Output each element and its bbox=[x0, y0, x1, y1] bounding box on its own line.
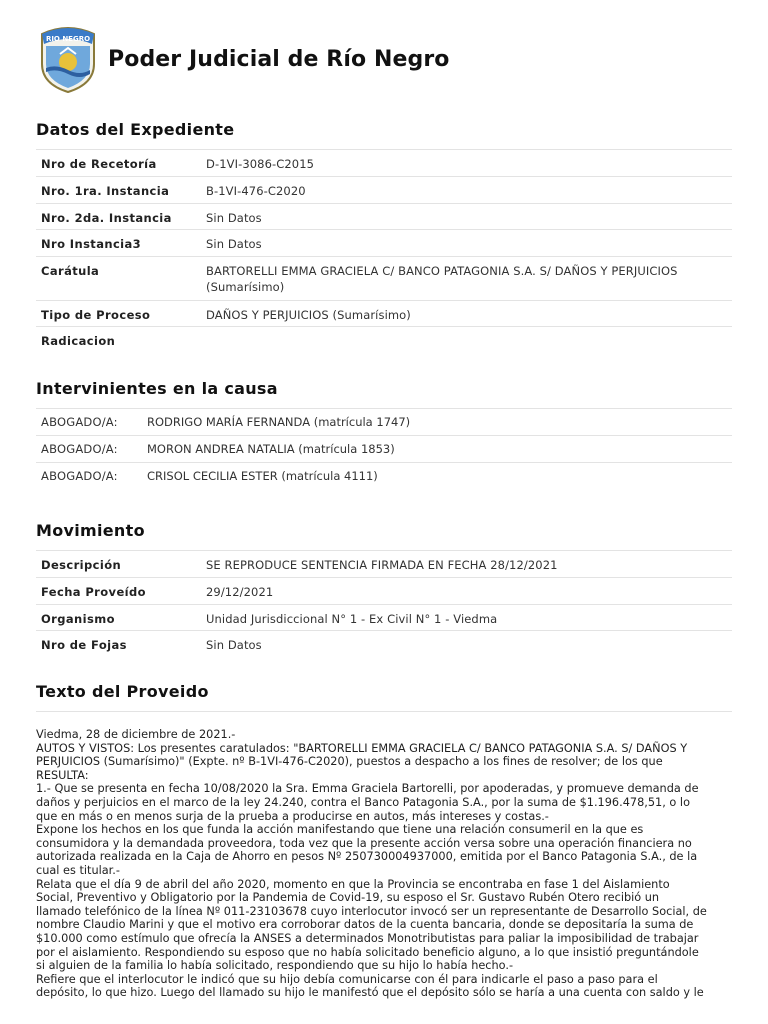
table-row bbox=[36, 256, 732, 300]
proveido-line: PERJUICIOS (Sumarísimo)" (Expte. nº B-1VI-476-C2020), puestos a despacho a los fines de resolver; de los que bbox=[36, 755, 663, 769]
movimiento-table bbox=[36, 551, 732, 657]
table-row bbox=[36, 300, 732, 327]
field-value: B-1VI-476-C2020 bbox=[201, 177, 732, 204]
field-value: 29/12/2021 bbox=[201, 578, 732, 605]
interviniente-role: ABOGADO/A: bbox=[36, 436, 142, 463]
svg-text:RIO NEGRO: RIO NEGRO bbox=[45, 35, 91, 43]
proveido-title: Texto del Proveido bbox=[36, 682, 209, 701]
proveido-line: nombre Claudio Marini y que el motivo era corroborar datos de la cuenta bancaria, donde se depositaría la suma de bbox=[36, 918, 694, 932]
field-value: Sin Datos bbox=[201, 230, 732, 257]
proveido-line: daños y perjuicios en el marco de la ley 24.240, contra el Banco Patagonia S.A., por la suma de $1.196.478,51, o lo bbox=[36, 795, 690, 809]
field-value: Unidad Jurisdiccional N° 1 - Ex Civil N° 1 - Viedma bbox=[201, 604, 732, 631]
table-row bbox=[36, 462, 732, 489]
section-divider bbox=[36, 711, 732, 712]
field-value bbox=[201, 327, 732, 354]
intervinientes-section bbox=[36, 379, 732, 489]
movimiento-title: Movimiento bbox=[36, 521, 145, 540]
field-label: Tipo de Proceso bbox=[36, 300, 201, 327]
field-label: Carátula bbox=[36, 256, 201, 300]
table-row bbox=[36, 230, 732, 257]
interviniente-name: RODRIGO MARÍA FERNANDA (matrícula 1747) bbox=[142, 409, 732, 436]
field-label: Nro de Fojas bbox=[41, 638, 127, 652]
proveido-line: RESULTA: bbox=[36, 768, 89, 782]
proveido-line: por el aislamiento. Respondiendo su esposo que no había solicitado beneficio alguno, a lo que insistió preguntándole bbox=[36, 945, 699, 959]
field-label: Radicacion bbox=[41, 334, 116, 348]
site-title: Poder Judicial de Río Negro bbox=[108, 46, 450, 72]
table-row bbox=[36, 177, 732, 204]
proveido-line: Refiere que el interlocutor le indicó que su hijo debía comunicarse con él para indicarle el paso a paso para el bbox=[36, 972, 658, 986]
proveido-line: depósito, lo que hizo. Luego del llamado su hijo le manifestó que el depósito sólo se haría a una cuenta con saldo y le bbox=[36, 986, 704, 1000]
field-value: Sin Datos bbox=[206, 638, 262, 652]
expediente-table bbox=[36, 150, 732, 353]
intervinientes-table bbox=[36, 409, 732, 489]
field-label: Organismo bbox=[36, 604, 201, 631]
field-label: Fecha Proveído bbox=[36, 578, 201, 605]
proveido-line: llamado telefónico de la línea Nº 011-23103678 cuyo interlocutor invocó ser un representante de Desarrollo Social, de bbox=[36, 904, 707, 918]
table-row bbox=[36, 203, 732, 230]
proveido-line: autorizada realizada en la Caja de Ahorro en pesos Nº 250730004937000, emitida por el Banco Patagonia S.A., de la bbox=[36, 850, 698, 864]
field-value: D-1VI-3086-C2015 bbox=[201, 150, 732, 177]
proveido-line: que en más o en menos surja de la prueba a producirse en autos, más intereses y costas.- bbox=[36, 809, 549, 823]
field-value: SE REPRODUCE SENTENCIA FIRMADA EN FECHA 28/12/2021 bbox=[201, 551, 732, 578]
table-row bbox=[36, 150, 732, 177]
interviniente-name: MORON ANDREA NATALIA (matrícula 1853) bbox=[142, 436, 732, 463]
table-row bbox=[36, 436, 732, 463]
table-row bbox=[36, 409, 732, 436]
field-value: Sin Datos bbox=[201, 203, 732, 230]
proveido-line: si alguien de la familia lo había solicitado, respondiendo que su hijo lo había hecho.- bbox=[36, 959, 514, 973]
field-value: BARTORELLI EMMA GRACIELA C/ BANCO PATAGONIA S.A. S/ DAÑOS Y PERJUICIOS (Sumarísimo) bbox=[201, 256, 732, 300]
proveido-section bbox=[36, 682, 732, 712]
table-row bbox=[36, 327, 732, 354]
field-label: Nro. 1ra. Instancia bbox=[36, 177, 201, 204]
interviniente-role: ABOGADO/A: bbox=[41, 468, 118, 483]
intervinientes-title: Intervinientes en la causa bbox=[36, 379, 278, 398]
field-label: Nro de Recetoría bbox=[36, 150, 201, 177]
proveido-line: consumidora y la demandada proveedora, toda vez que la presente acción versa sobre una operación financiera no bbox=[36, 836, 692, 850]
field-value: DAÑOS Y PERJUICIOS (Sumarísimo) bbox=[201, 300, 732, 327]
proveido-line: Social, Preventivo y Obligatorio por la Pandemia de Covid-19, su esposo el Sr. Gustavo Rubén Otero recibió un bbox=[36, 891, 660, 905]
table-row bbox=[36, 604, 732, 631]
table-row bbox=[36, 578, 732, 605]
proveido-text bbox=[36, 728, 736, 1000]
movimiento-section bbox=[36, 521, 732, 657]
field-label: Nro. 2da. Instancia bbox=[36, 203, 201, 230]
interviniente-role: ABOGADO/A: bbox=[36, 409, 142, 436]
proveido-line: AUTOS Y VISTOS: Los presentes caratulados: "BARTORELLI EMMA GRACIELA C/ BANCO PATAGONIA S.A. S/ DAÑOS Y bbox=[36, 741, 688, 755]
interviniente-name: CRISOL CECILIA ESTER (matrícula 4111) bbox=[147, 468, 378, 483]
rio-negro-shield-logo bbox=[36, 24, 100, 94]
proveido-line: $10.000 como estímulo que ofrecía la ANSES a determinados Monotributistas para paliar la imposibilidad de trabajar bbox=[36, 931, 699, 945]
field-label: Nro Instancia3 bbox=[36, 230, 201, 257]
proveido-line: Viedma, 28 de diciembre de 2021.- bbox=[36, 728, 236, 741]
expediente-title: Datos del Expediente bbox=[36, 120, 235, 139]
proveido-line: cual es titular.- bbox=[36, 863, 120, 877]
site-header bbox=[36, 24, 450, 94]
table-row bbox=[36, 631, 732, 658]
table-row bbox=[36, 551, 732, 578]
expediente-section bbox=[36, 120, 732, 353]
proveido-line: 1.- Que se presenta en fecha 10/08/2020 la Sra. Emma Graciela Bartorelli, por apoderadas, y promueve demanda de bbox=[36, 782, 699, 796]
proveido-line: Expone los hechos en los que funda la acción manifestando que tiene una relación consumeril en la que es bbox=[36, 823, 644, 837]
proveido-line: Relata que el día 9 de abril del año 2020, momento en que la Provincia se encontraba en fase 1 del Aislamiento bbox=[36, 877, 670, 891]
field-label: Descripción bbox=[36, 551, 201, 578]
